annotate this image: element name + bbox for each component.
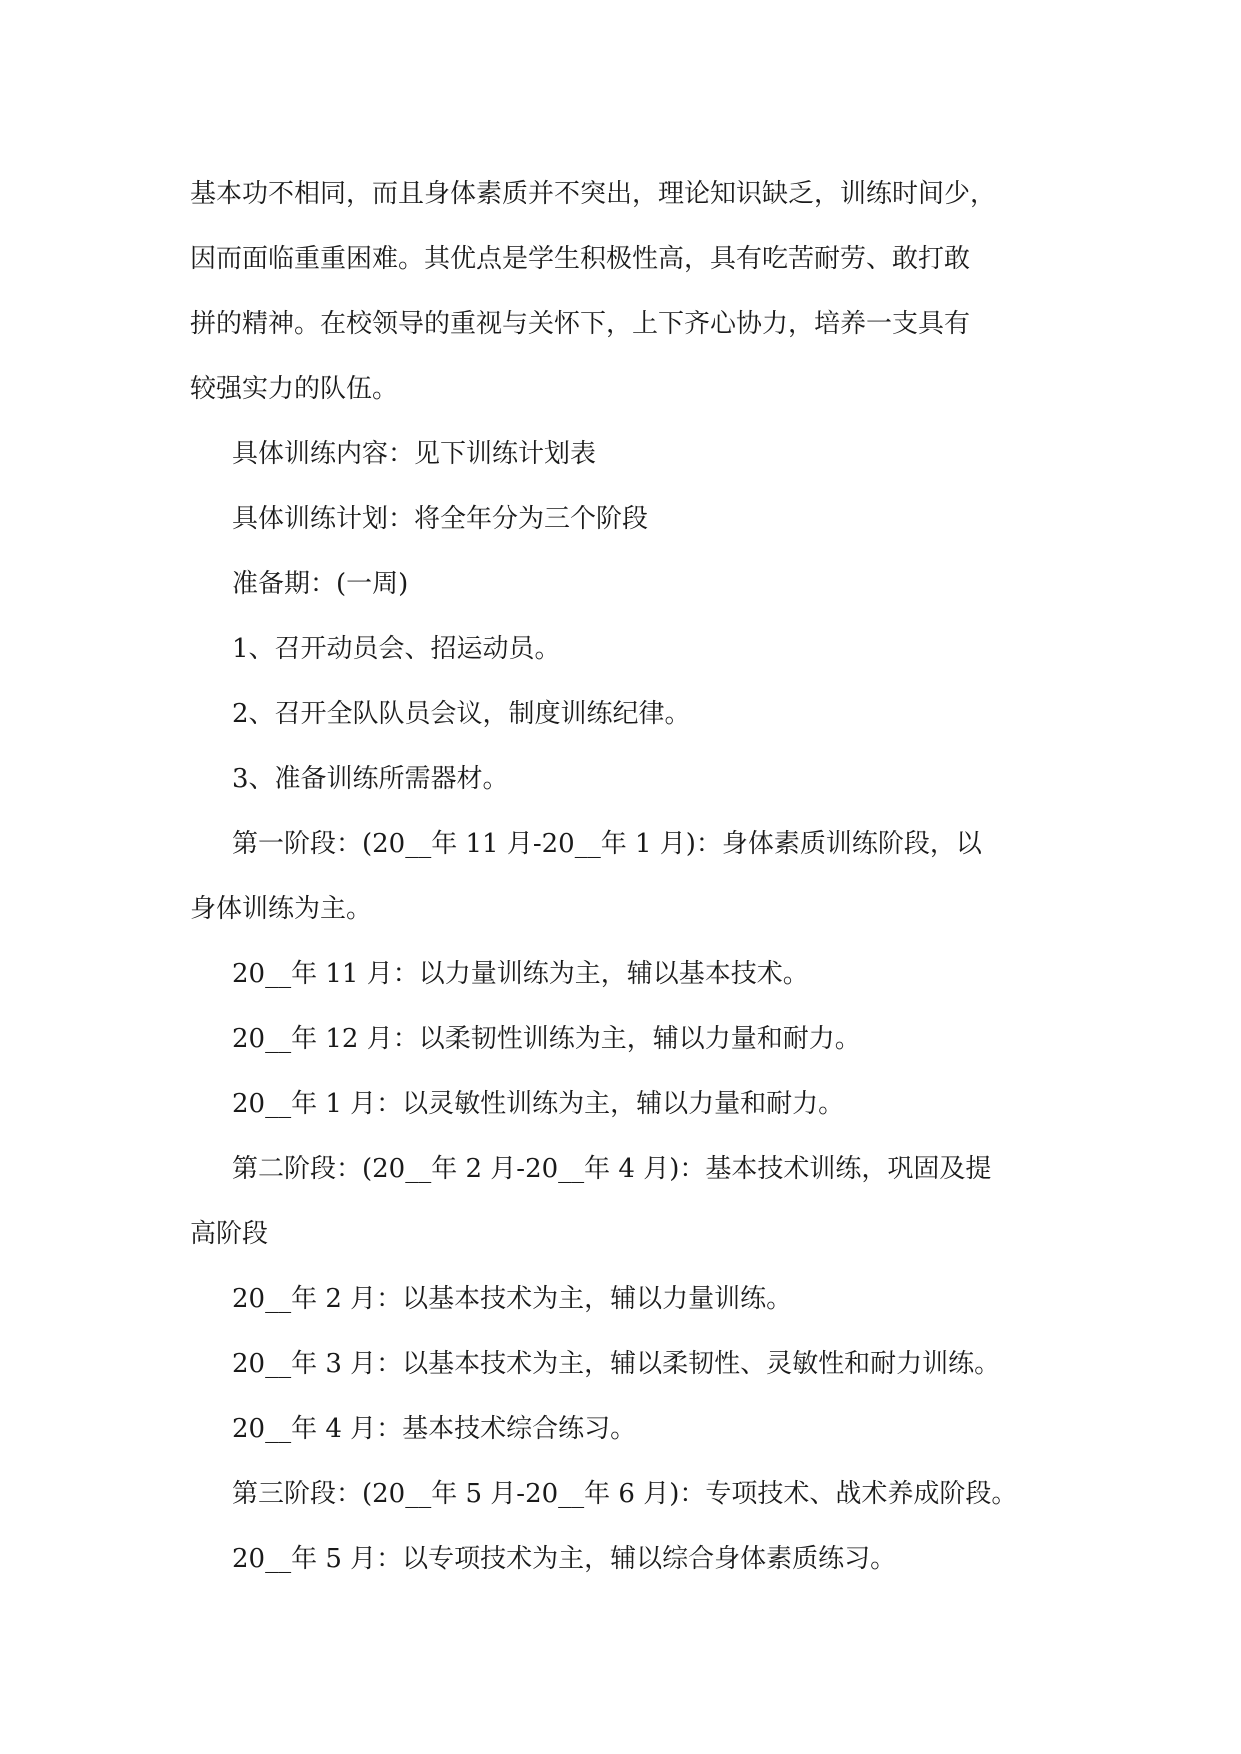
text-line: 准备期：(一周) — [232, 569, 409, 599]
paragraph — [190, 812, 1090, 942]
paragraph — [190, 682, 1090, 747]
text-line: 第一阶段：(20__年 11 月-20__年 1 月)：身体素质训练阶段，以 — [232, 829, 982, 859]
paragraph — [190, 1332, 1090, 1397]
paragraph — [190, 1462, 1090, 1527]
paragraph — [190, 1267, 1090, 1332]
text-line: 3、准备训练所需器材。 — [232, 764, 509, 794]
text-line: 20__年 11 月：以力量训练为主，辅以基本技术。 — [232, 959, 809, 989]
text-line: 较强实力的队伍。 — [190, 374, 399, 404]
paragraph — [190, 747, 1090, 812]
text-line: 20__年 2 月：以基本技术为主，辅以力量训练。 — [232, 1284, 793, 1314]
text-line: 身体训练为主。 — [190, 894, 373, 924]
paragraph — [190, 487, 1090, 552]
text-line: 高阶段 — [190, 1219, 269, 1249]
paragraph — [190, 1137, 1090, 1267]
paragraph — [190, 162, 1090, 422]
text-line: 因而面临重重困难。其优点是学生积极性高，具有吃苦耐劳、敢打敢 — [190, 244, 971, 274]
paragraph — [190, 942, 1090, 1007]
text-line: 20__年 5 月：以专项技术为主，辅以综合身体素质练习。 — [232, 1544, 897, 1574]
text-line: 拼的精神。在校领导的重视与关怀下，上下齐心协力，培养一支具有 — [190, 309, 971, 339]
text-line: 基本功不相同，而且身体素质并不突出，理论知识缺乏，训练时间少， — [190, 179, 997, 209]
paragraph — [190, 1397, 1090, 1462]
text-line: 1、召开动员会、招运动员。 — [232, 634, 561, 664]
paragraph — [190, 1007, 1090, 1072]
paragraph — [190, 552, 1090, 617]
text-line: 20__年 12 月：以柔韧性训练为主，辅以力量和耐力。 — [232, 1024, 861, 1054]
text-line: 2、召开全队队员会议，制度训练纪律。 — [232, 699, 691, 729]
text-line: 20__年 1 月：以灵敏性训练为主，辅以力量和耐力。 — [232, 1089, 845, 1119]
text-line: 第三阶段：(20__年 5 月-20__年 6 月)：专项技术、战术养成阶段。 — [232, 1479, 1018, 1509]
paragraph — [190, 1072, 1090, 1137]
paragraph — [190, 1527, 1090, 1592]
paragraph — [190, 617, 1090, 682]
text-line: 第二阶段：(20__年 2 月-20__年 4 月)：基本技术训练，巩固及提 — [232, 1154, 992, 1184]
text-line: 具体训练计划：将全年分为三个阶段 — [232, 504, 649, 534]
paragraph — [190, 422, 1090, 487]
document-body — [190, 162, 1090, 1592]
text-line: 具体训练内容：见下训练计划表 — [232, 439, 597, 469]
text-line: 20__年 3 月：以基本技术为主，辅以柔韧性、灵敏性和耐力训练。 — [232, 1349, 1001, 1379]
text-line: 20__年 4 月：基本技术综合练习。 — [232, 1414, 637, 1444]
